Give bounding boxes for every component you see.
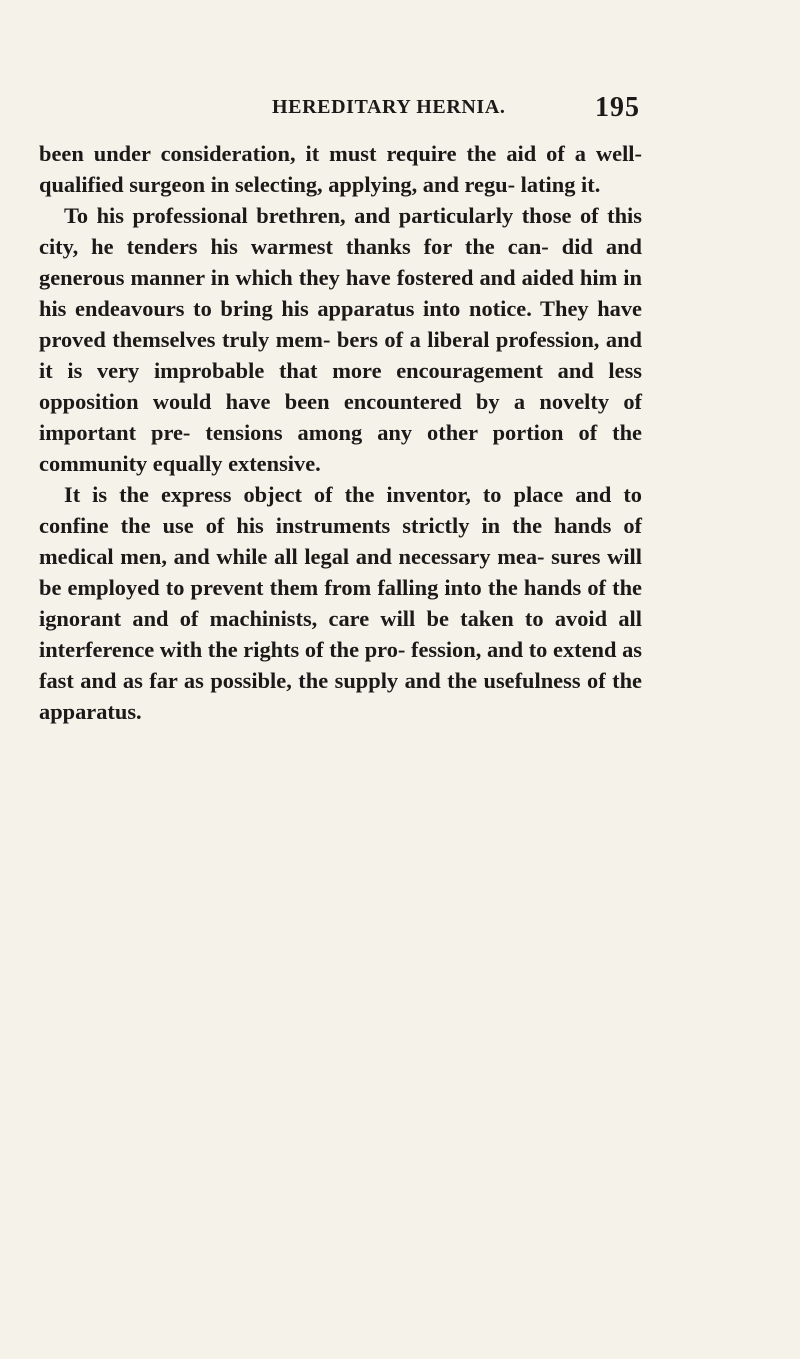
running-head: HEREDITARY HERNIA.: [272, 96, 506, 118]
page-header: [40, 92, 640, 126]
paragraph-thanks: To his professional brethren, and particularly those of this city, he tenders his warmest thanks for the can- did and generous manner in which they have fostered and aided him in his endeavours to bring his apparatus into notice. They have proved themselves truly mem- bers of a liberal profession, and it is very improbable that more encouragement and less opposition would have been encountered by a novelty of important pre- tensions among any other portion of the community equally extensive.: [39, 203, 642, 476]
paragraph-inventor-object: It is the express object of the inventor, to place and to confine the use of his instruments strictly in the hands of medical men, and while all legal and necessary mea- sures will be employed to prevent them from falling into the hands of the ignorant and of machinists, care will be taken to avoid all interference with the rights of the pro- fession, and to extend as fast and as far as possible, the supply and the usefulness of the apparatus.: [39, 482, 642, 724]
page-number: 195: [595, 92, 640, 123]
body-text: [39, 138, 642, 727]
paragraph-continuation: been under consideration, it must require the aid of a well-qualified surgeon in selecting, applying, and regu- lating it.: [39, 141, 642, 197]
